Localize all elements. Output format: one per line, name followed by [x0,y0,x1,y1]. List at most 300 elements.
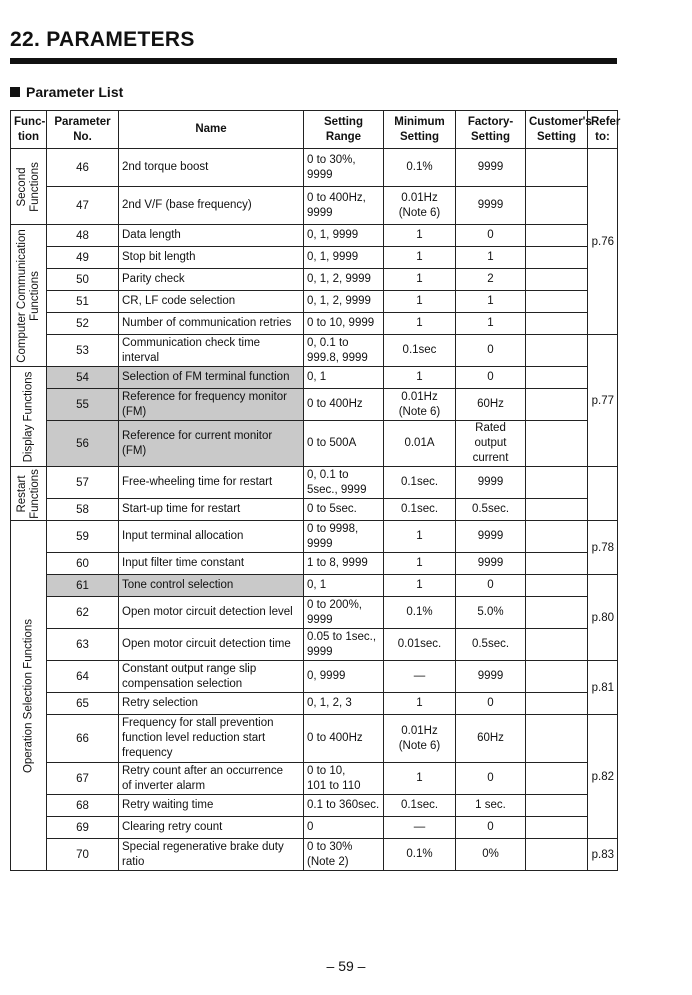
setting-range [304,389,384,421]
parameter-name [119,149,304,187]
setting-range [304,629,384,661]
function-group-cell [11,225,47,367]
cell-line: Retry selection [122,697,199,709]
minimum-setting [384,715,456,763]
parameter-name [119,521,304,553]
cell-line: 0.5sec. [471,638,510,650]
cell-line: 5sec., 9999 [307,483,367,496]
parameter-number: 62 [47,597,119,629]
cell-line: 0 to 400Hz [307,732,363,744]
cell-line: Reference for frequency monitor [122,390,287,403]
header-refer-to: Refer to: [588,111,618,149]
minimum-setting [384,693,456,715]
parameter-number: 47 [47,187,119,225]
parameter-name [119,629,304,661]
cell-line: 0 to 9998, [307,522,359,535]
cell-line: CR, LF code selection [122,295,236,307]
setting-range [304,553,384,575]
setting-range [304,597,384,629]
customer-setting-cell [526,597,588,629]
customer-setting-cell [526,817,588,839]
cell-line: 0, 1, 2, 3 [307,697,352,709]
cell-line: 0.1% [406,606,433,618]
function-group-line: Functions [28,468,41,519]
cell-line: 0 [487,344,494,356]
function-group-cell [11,521,47,871]
factory-setting [456,335,526,367]
parameter-name [119,817,304,839]
customer-setting-cell [526,763,588,795]
page-number: – 59 – [326,958,366,974]
minimum-setting [384,149,456,187]
cell-line: Frequency for stall prevention [122,717,274,729]
cell-line: 2nd V/F (base frequency) [122,199,252,211]
cell-line: 0, 1 [307,579,327,591]
customer-setting-cell [526,421,588,467]
factory-setting [456,715,526,763]
function-group-line: Functions [28,161,41,212]
factory-setting [456,467,526,499]
setting-range [304,187,384,225]
factory-setting [456,291,526,313]
cell-line: 0, 1 [307,371,327,383]
cell-line: 1 [416,295,423,307]
factory-setting [456,187,526,225]
cell-line: 0.1sec. [400,476,439,488]
table-row [11,553,618,575]
cell-line: 0.1sec. [400,799,439,811]
table-row [11,313,618,335]
cell-line: 9999 [477,530,504,542]
table-row [11,269,618,291]
minimum-setting [384,795,456,817]
parameter-number: 58 [47,499,119,521]
cell-line: 9999 [477,557,504,569]
parameter-number: 70 [47,839,119,871]
cell-line: 0 [487,371,494,383]
parameter-number: 48 [47,225,119,247]
setting-range [304,763,384,795]
cell-line: 0, 1, 2, 9999 [307,295,371,307]
cell-line: — [413,670,426,682]
customer-setting-cell [526,521,588,553]
table-row [11,839,618,871]
header-setting-range: Setting Range [304,111,384,149]
parameter-name [119,693,304,715]
cell-line: Number of communication retries [122,317,292,329]
table-row [11,763,618,795]
setting-range [304,839,384,871]
setting-range [304,225,384,247]
parameter-number: 51 [47,291,119,313]
cell-line: 9999 [477,670,504,682]
parameter-number: 69 [47,817,119,839]
cell-line: 0.01sec. [397,638,442,650]
cell-line: (Note 6) [398,739,441,752]
setting-range [304,795,384,817]
setting-range [304,499,384,521]
cell-line: 1 [416,772,423,784]
cell-line: 0 [487,772,494,784]
cell-line: 9999 [307,613,333,626]
function-group-cell [11,367,47,467]
setting-range [304,661,384,693]
parameter-name [119,247,304,269]
cell-line: Stop bit length [122,251,196,263]
cell-line: Input terminal allocation [122,530,244,542]
cell-line: 9999 [307,645,333,658]
table-row [11,575,618,597]
parameter-name [119,795,304,817]
factory-setting [456,817,526,839]
setting-range [304,313,384,335]
cell-line: — [413,821,426,833]
parameter-number: 46 [47,149,119,187]
factory-setting [456,269,526,291]
cell-line: 101 to 110 [307,779,361,792]
factory-setting [456,661,526,693]
parameter-number: 55 [47,389,119,421]
customer-setting-cell [526,389,588,421]
cell-line: Retry waiting time [122,799,214,811]
parameter-number: 57 [47,467,119,499]
square-bullet-icon [10,87,20,97]
cell-line: 9999 [307,168,333,181]
cell-line: Constant output range slip [122,662,257,675]
customer-setting-cell [526,499,588,521]
cell-line: 0, 1, 2, 9999 [307,273,371,285]
function-group-line: Operation Selection Functions [22,618,34,773]
cell-line: output [474,437,507,449]
minimum-setting [384,335,456,367]
parameter-number: 66 [47,715,119,763]
parameter-number: 56 [47,421,119,467]
minimum-setting [384,553,456,575]
cell-line: Free-wheeling time for restart [122,476,273,488]
minimum-setting [384,187,456,225]
cell-line: Clearing retry count [122,821,223,833]
cell-line: (Note 2) [307,855,349,868]
cell-line: 2 [487,273,494,285]
cell-line: 60Hz [477,732,504,744]
setting-range [304,149,384,187]
factory-setting [456,313,526,335]
parameter-number: 60 [47,553,119,575]
cell-line: 0 [487,229,494,241]
minimum-setting [384,499,456,521]
cell-line: 1 [416,251,423,263]
customer-setting-cell [526,839,588,871]
cell-line: 0.1sec. [400,503,439,515]
parameter-name [119,597,304,629]
customer-setting-cell [526,693,588,715]
table-row [11,597,618,629]
function-group-line: Functions [28,270,41,321]
minimum-setting [384,421,456,467]
function-group-cell [11,149,47,225]
function-group-label [16,229,42,363]
minimum-setting [384,291,456,313]
title-rule [10,58,617,64]
factory-setting [456,795,526,817]
cell-line: (FM) [122,444,147,457]
cell-line: 0.01Hz [401,191,438,204]
refer-to-page [588,467,618,521]
parameter-number: 67 [47,763,119,795]
cell-line: (Note 6) [398,405,441,418]
cell-line: 0 to 5sec. [307,503,357,515]
cell-line: 5.0% [477,606,504,618]
parameter-number: 61 [47,575,119,597]
table-row [11,247,618,269]
cell-line: 1 [416,317,423,329]
setting-range [304,521,384,553]
parameter-number: 65 [47,693,119,715]
factory-setting [456,693,526,715]
cell-line: frequency [122,747,173,759]
cell-line: 1 [487,317,494,329]
minimum-setting [384,313,456,335]
parameter-name [119,313,304,335]
cell-line: Communication check time [122,336,261,349]
parameter-name [119,421,304,467]
minimum-setting [384,269,456,291]
customer-setting-cell [526,313,588,335]
cell-line: Reference for current monitor [122,429,273,442]
cell-line: Input filter time constant [122,557,245,569]
table-row [11,389,618,421]
table-row [11,715,618,763]
cell-line: 0 to 400Hz [307,398,363,410]
setting-range [304,247,384,269]
header-customers-setting: Customer's Setting [526,111,588,149]
cell-line: 0.1% [406,161,433,173]
cell-line: 1 [487,251,494,263]
cell-line: 0, 0.1 to [307,336,349,349]
header-name: Name [119,111,304,149]
factory-setting [456,629,526,661]
table-row [11,817,618,839]
factory-setting [456,225,526,247]
function-group-line: Computer Communication [15,228,28,363]
minimum-setting [384,763,456,795]
parameter-number: 52 [47,313,119,335]
cell-line: Data length [122,229,181,241]
parameter-name [119,715,304,763]
cell-line: Start-up time for restart [122,503,241,515]
cell-line: 0 to 30% [307,840,353,853]
cell-line: 9999 [477,161,504,173]
customer-setting-cell [526,149,588,187]
setting-range [304,715,384,763]
function-group-label [16,162,42,212]
table-row [11,421,618,467]
parameter-name [119,269,304,291]
setting-range [304,367,384,389]
factory-setting [456,367,526,389]
parameter-name [119,839,304,871]
cell-line: Rated [475,422,506,434]
minimum-setting [384,367,456,389]
cell-line: 0 to 30%, [307,153,356,166]
minimum-setting [384,521,456,553]
table-row [11,467,618,499]
cell-line: 1 [416,229,423,241]
factory-setting [456,499,526,521]
cell-line: 0, 1, 9999 [307,229,359,241]
factory-setting [456,247,526,269]
cell-line: 1 [416,557,423,569]
cell-line: 0 to 200%, [307,598,362,611]
cell-line: Open motor circuit detection level [122,606,293,618]
function-group-label [22,618,35,772]
refer-to-page: p.78 [588,521,618,575]
setting-range [304,817,384,839]
cell-line: 0 to 10, 9999 [307,317,375,329]
cell-line: Open motor circuit detection time [122,638,291,650]
cell-line: Retry count after an occurrence [122,764,284,777]
factory-setting [456,553,526,575]
factory-setting [456,521,526,553]
cell-line: 1 [487,295,494,307]
cell-line: 2nd torque boost [122,161,209,173]
refer-to-page: p.81 [588,661,618,715]
cell-line: 0 [307,821,314,833]
table-row [11,693,618,715]
minimum-setting [384,225,456,247]
minimum-setting [384,839,456,871]
table-row [11,149,618,187]
table-row [11,335,618,367]
refer-to-page: p.83 [588,839,618,871]
customer-setting-cell [526,335,588,367]
parameter-number: 64 [47,661,119,693]
setting-range [304,269,384,291]
minimum-setting [384,247,456,269]
customer-setting-cell [526,269,588,291]
cell-line: 0 to 400Hz, [307,191,366,204]
setting-range [304,335,384,367]
factory-setting [456,763,526,795]
parameter-name [119,187,304,225]
cell-line: 0 [487,697,494,709]
minimum-setting [384,629,456,661]
customer-setting-cell [526,367,588,389]
parameter-name [119,661,304,693]
table-row [11,521,618,553]
cell-line: 999.8, 9999 [307,351,368,364]
parameter-name [119,389,304,421]
minimum-setting [384,389,456,421]
cell-line: ratio [122,855,145,868]
cell-line: 0, 1, 9999 [307,251,359,263]
factory-setting [456,149,526,187]
cell-line: Tone control selection [122,579,234,591]
customer-setting-cell [526,225,588,247]
setting-range [304,291,384,313]
customer-setting-cell [526,629,588,661]
table-row [11,661,618,693]
parameter-number: 59 [47,521,119,553]
cell-line: 0.05 to 1sec., [307,630,377,643]
factory-setting [456,597,526,629]
cell-line: 1 [416,530,423,542]
cell-line: compensation selection [122,677,243,690]
minimum-setting [384,575,456,597]
cell-line: 9999 [477,199,504,211]
customer-setting-cell [526,661,588,693]
cell-line: 9999 [307,206,333,219]
customer-setting-cell [526,467,588,499]
factory-setting [456,839,526,871]
cell-line: 0.01Hz [401,724,438,737]
parameter-name [119,225,304,247]
parameter-number: 68 [47,795,119,817]
refer-to-page: p.77 [588,335,618,467]
cell-line: 0.01Hz [401,390,438,403]
parameter-name [119,553,304,575]
cell-line: of inverter alarm [122,779,206,792]
minimum-setting [384,467,456,499]
function-group-line: Display Functions [22,371,34,462]
cell-line: Special regenerative brake duty [122,840,284,853]
customer-setting-cell [526,715,588,763]
parameter-number: 54 [47,367,119,389]
section-heading-label: Parameter List [26,84,124,100]
function-group-line: Second [15,166,28,207]
minimum-setting [384,817,456,839]
table-row [11,291,618,313]
cell-line: 0 to 500A [307,437,357,449]
parameter-number: 49 [47,247,119,269]
customer-setting-cell [526,187,588,225]
table-row [11,795,618,817]
factory-setting [456,575,526,597]
customer-setting-cell [526,575,588,597]
parameter-name [119,367,304,389]
customer-setting-cell [526,291,588,313]
parameter-number: 53 [47,335,119,367]
cell-line: 0, 9999 [307,670,346,682]
function-group-line: Restart [15,474,28,513]
cell-line: 0 [487,821,494,833]
setting-range [304,467,384,499]
function-group-label [16,469,42,519]
factory-setting [456,389,526,421]
refer-to-page: p.82 [588,715,618,839]
parameter-name [119,467,304,499]
header-factory-setting: Factory-Setting [456,111,526,149]
factory-setting [456,421,526,467]
setting-range [304,421,384,467]
parameter-name [119,763,304,795]
cell-line: 9999 [477,476,504,488]
cell-line: 1 [416,273,423,285]
customer-setting-cell [526,553,588,575]
header-function: Func-tion [11,111,47,149]
refer-to-page: p.76 [588,149,618,335]
cell-line: 1 to 8, 9999 [307,557,368,569]
parameter-name [119,291,304,313]
function-group-cell [11,467,47,521]
table-header-row [11,111,618,149]
table-row [11,187,618,225]
parameter-number: 63 [47,629,119,661]
customer-setting-cell [526,795,588,817]
cell-line: 1 [416,697,423,709]
section-heading [10,84,123,100]
header-minimum-setting: Minimum Setting [384,111,456,149]
